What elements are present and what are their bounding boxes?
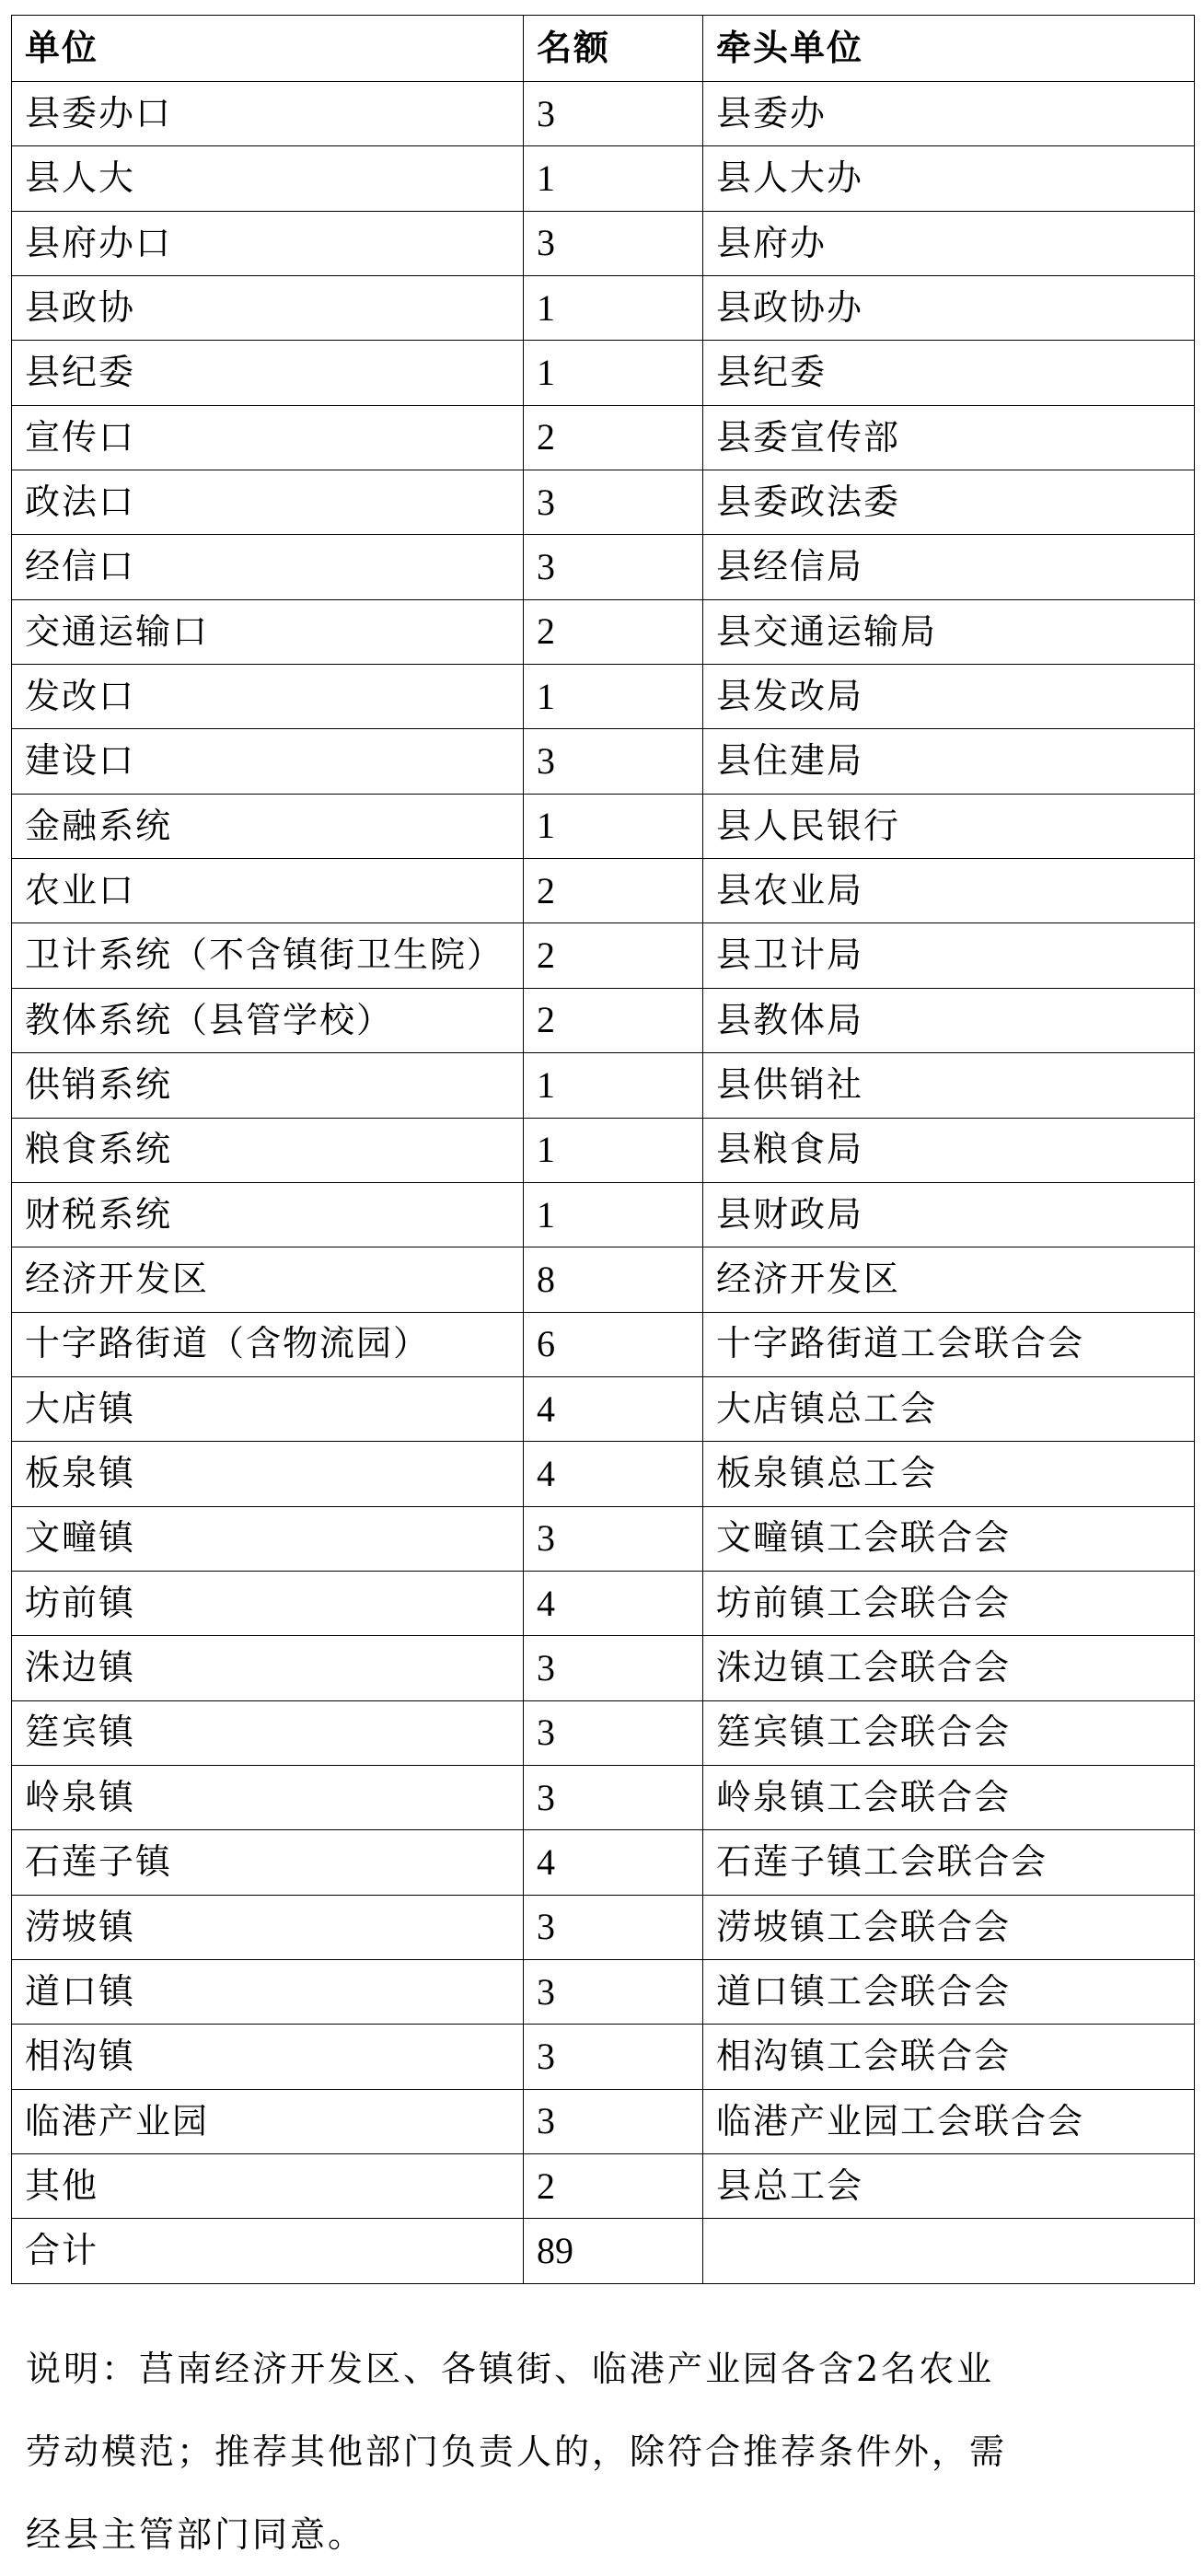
quota-table bbox=[11, 15, 1195, 2284]
cell-lead-unit: 经济开发区 bbox=[703, 1247, 1195, 1312]
cell-lead-unit: 板泉镇总工会 bbox=[703, 1442, 1195, 1506]
table-row bbox=[12, 2089, 1195, 2153]
cell-lead-unit: 县府办 bbox=[703, 211, 1195, 275]
table-row bbox=[12, 341, 1195, 405]
cell-unit: 其他 bbox=[12, 2154, 524, 2219]
table-row bbox=[12, 1700, 1195, 1765]
cell-unit: 县委办口 bbox=[12, 82, 524, 146]
table-row bbox=[12, 794, 1195, 858]
cell-lead-unit: 县人民银行 bbox=[703, 794, 1195, 858]
cell-unit: 洙边镇 bbox=[12, 1636, 524, 1700]
cell-unit: 岭泉镇 bbox=[12, 1765, 524, 1829]
cell-quota: 3 bbox=[524, 211, 703, 275]
cell-lead-unit: 大店镇总工会 bbox=[703, 1376, 1195, 1441]
table-header-row bbox=[12, 16, 1195, 82]
cell-quota: 3 bbox=[524, 1895, 703, 1959]
table-row bbox=[12, 923, 1195, 988]
cell-unit: 财税系统 bbox=[12, 1182, 524, 1247]
table-row bbox=[12, 146, 1195, 211]
cell-unit: 交通运输口 bbox=[12, 599, 524, 664]
table-row bbox=[12, 82, 1195, 146]
cell-lead-unit: 县委办 bbox=[703, 82, 1195, 146]
cell-quota: 3 bbox=[524, 1636, 703, 1700]
cell-unit: 涝坡镇 bbox=[12, 1895, 524, 1959]
note-line: 劳动模范；推荐其他部门负责人的，除符合推荐条件外，需 bbox=[26, 2431, 1008, 2472]
cell-quota: 2 bbox=[524, 988, 703, 1052]
cell-lead-unit: 县农业局 bbox=[703, 859, 1195, 923]
cell-unit: 经信口 bbox=[12, 535, 524, 599]
table-row bbox=[12, 405, 1195, 470]
table-row bbox=[12, 470, 1195, 535]
cell-unit: 经济开发区 bbox=[12, 1247, 524, 1312]
cell-lead-unit: 岭泉镇工会联合会 bbox=[703, 1765, 1195, 1829]
cell-lead-unit: 石莲子镇工会联合会 bbox=[703, 1830, 1195, 1895]
cell-unit: 相沟镇 bbox=[12, 2025, 524, 2089]
cell-lead-unit: 县人大办 bbox=[703, 146, 1195, 211]
cell-quota: 1 bbox=[524, 341, 703, 405]
cell-quota: 4 bbox=[524, 1376, 703, 1441]
cell-quota: 3 bbox=[524, 729, 703, 794]
cell-quota: 1 bbox=[524, 794, 703, 858]
cell-lead-unit: 县发改局 bbox=[703, 665, 1195, 729]
header-lead-unit: 牵头单位 bbox=[703, 16, 1195, 82]
cell-lead-unit: 县委政法委 bbox=[703, 470, 1195, 535]
cell-unit: 供销系统 bbox=[12, 1053, 524, 1118]
table-row bbox=[12, 1959, 1195, 2024]
table-row bbox=[12, 2025, 1195, 2089]
cell-lead-unit: 县财政局 bbox=[703, 1182, 1195, 1247]
table-row bbox=[12, 276, 1195, 341]
cell-unit: 县纪委 bbox=[12, 341, 524, 405]
cell-quota: 1 bbox=[524, 276, 703, 341]
cell-unit: 文疃镇 bbox=[12, 1506, 524, 1571]
header-quota: 名额 bbox=[524, 16, 703, 82]
table-row bbox=[12, 988, 1195, 1052]
note-line: 经县主管部门同意。 bbox=[26, 2514, 366, 2555]
cell-lead-unit: 相沟镇工会联合会 bbox=[703, 2025, 1195, 2089]
cell-unit: 金融系统 bbox=[12, 794, 524, 858]
cell-quota: 4 bbox=[524, 1442, 703, 1506]
table-row bbox=[12, 1247, 1195, 1312]
cell-quota: 3 bbox=[524, 1700, 703, 1765]
cell-unit: 政法口 bbox=[12, 470, 524, 535]
cell-lead-unit: 县纪委 bbox=[703, 341, 1195, 405]
cell-lead-unit: 县经信局 bbox=[703, 535, 1195, 599]
cell-lead-unit: 县总工会 bbox=[703, 2154, 1195, 2219]
cell-unit: 县人大 bbox=[12, 146, 524, 211]
cell-unit: 筳宾镇 bbox=[12, 1700, 524, 1765]
cell-quota: 3 bbox=[524, 1959, 703, 2024]
table-row bbox=[12, 2154, 1195, 2219]
table-row bbox=[12, 665, 1195, 729]
cell-unit: 县府办口 bbox=[12, 211, 524, 275]
table-row bbox=[12, 1571, 1195, 1635]
cell-lead-unit: 县卫计局 bbox=[703, 923, 1195, 988]
cell-lead-unit: 洙边镇工会联合会 bbox=[703, 1636, 1195, 1700]
table-row bbox=[12, 1312, 1195, 1376]
cell-quota: 6 bbox=[524, 1312, 703, 1376]
cell-lead-unit: 县住建局 bbox=[703, 729, 1195, 794]
cell-quota: 1 bbox=[524, 146, 703, 211]
cell-unit: 板泉镇 bbox=[12, 1442, 524, 1506]
table-row bbox=[12, 1376, 1195, 1441]
cell-lead-unit: 县委宣传部 bbox=[703, 405, 1195, 470]
cell-quota: 3 bbox=[524, 2089, 703, 2153]
cell-quota: 3 bbox=[524, 82, 703, 146]
cell-unit: 坊前镇 bbox=[12, 1571, 524, 1635]
cell-unit: 县政协 bbox=[12, 276, 524, 341]
table-body bbox=[12, 82, 1195, 2284]
cell-unit: 十字路街道（含物流园） bbox=[12, 1312, 524, 1376]
cell-unit: 发改口 bbox=[12, 665, 524, 729]
cell-lead-unit: 临港产业园工会联合会 bbox=[703, 2089, 1195, 2153]
table-row bbox=[12, 1895, 1195, 1959]
table-row bbox=[12, 1765, 1195, 1829]
cell-quota: 1 bbox=[524, 1053, 703, 1118]
cell-quota: 8 bbox=[524, 1247, 703, 1312]
cell-lead-unit: 县教体局 bbox=[703, 988, 1195, 1052]
cell-unit: 宣传口 bbox=[12, 405, 524, 470]
table-row bbox=[12, 1053, 1195, 1118]
cell-quota: 2 bbox=[524, 859, 703, 923]
cell-quota: 3 bbox=[524, 535, 703, 599]
table-row bbox=[12, 599, 1195, 664]
table-row bbox=[12, 859, 1195, 923]
cell-lead-unit: 涝坡镇工会联合会 bbox=[703, 1895, 1195, 1959]
cell-quota: 2 bbox=[524, 2154, 703, 2219]
cell-lead-unit: 十字路街道工会联合会 bbox=[703, 1312, 1195, 1376]
table-row bbox=[12, 2219, 1195, 2283]
cell-lead-unit: 县交通运输局 bbox=[703, 599, 1195, 664]
cell-quota: 2 bbox=[524, 599, 703, 664]
cell-quota: 2 bbox=[524, 923, 703, 988]
cell-quota: 4 bbox=[524, 1830, 703, 1895]
cell-unit: 粮食系统 bbox=[12, 1118, 524, 1182]
cell-lead-unit: 文疃镇工会联合会 bbox=[703, 1506, 1195, 1571]
cell-quota: 3 bbox=[524, 2025, 703, 2089]
table-row bbox=[12, 1442, 1195, 1506]
cell-unit: 大店镇 bbox=[12, 1376, 524, 1441]
header-unit: 单位 bbox=[12, 16, 524, 82]
cell-unit: 卫计系统（不含镇街卫生院） bbox=[12, 923, 524, 988]
cell-lead-unit: 县政协办 bbox=[703, 276, 1195, 341]
cell-quota: 3 bbox=[524, 470, 703, 535]
cell-unit: 教体系统（县管学校） bbox=[12, 988, 524, 1052]
table-row bbox=[12, 1182, 1195, 1247]
table-row bbox=[12, 535, 1195, 599]
table-row bbox=[12, 729, 1195, 794]
cell-unit: 合计 bbox=[12, 2219, 524, 2283]
cell-unit: 石莲子镇 bbox=[12, 1830, 524, 1895]
cell-lead-unit: 道口镇工会联合会 bbox=[703, 1959, 1195, 2024]
cell-quota: 3 bbox=[524, 1765, 703, 1829]
cell-quota: 4 bbox=[524, 1571, 703, 1635]
cell-lead-unit: 县粮食局 bbox=[703, 1118, 1195, 1182]
cell-lead-unit bbox=[703, 2219, 1195, 2283]
cell-unit: 临港产业园 bbox=[12, 2089, 524, 2153]
cell-quota: 3 bbox=[524, 1506, 703, 1571]
cell-lead-unit: 坊前镇工会联合会 bbox=[703, 1571, 1195, 1635]
cell-lead-unit: 筳宾镇工会联合会 bbox=[703, 1700, 1195, 1765]
cell-quota: 1 bbox=[524, 665, 703, 729]
cell-unit: 道口镇 bbox=[12, 1959, 524, 2024]
table-row bbox=[12, 1118, 1195, 1182]
cell-quota: 89 bbox=[524, 2219, 703, 2283]
cell-quota: 2 bbox=[524, 405, 703, 470]
cell-quota: 1 bbox=[524, 1182, 703, 1247]
note-line: 说明：莒南经济开发区、各镇街、临港产业园各含2名农业 bbox=[26, 2349, 995, 2389]
cell-quota: 1 bbox=[524, 1118, 703, 1182]
table-row bbox=[12, 211, 1195, 275]
cell-unit: 建设口 bbox=[12, 729, 524, 794]
cell-lead-unit: 县供销社 bbox=[703, 1053, 1195, 1118]
note-paragraph bbox=[26, 2327, 1167, 2576]
cell-unit: 农业口 bbox=[12, 859, 524, 923]
table-row bbox=[12, 1506, 1195, 1571]
table-row bbox=[12, 1830, 1195, 1895]
table-row bbox=[12, 1636, 1195, 1700]
